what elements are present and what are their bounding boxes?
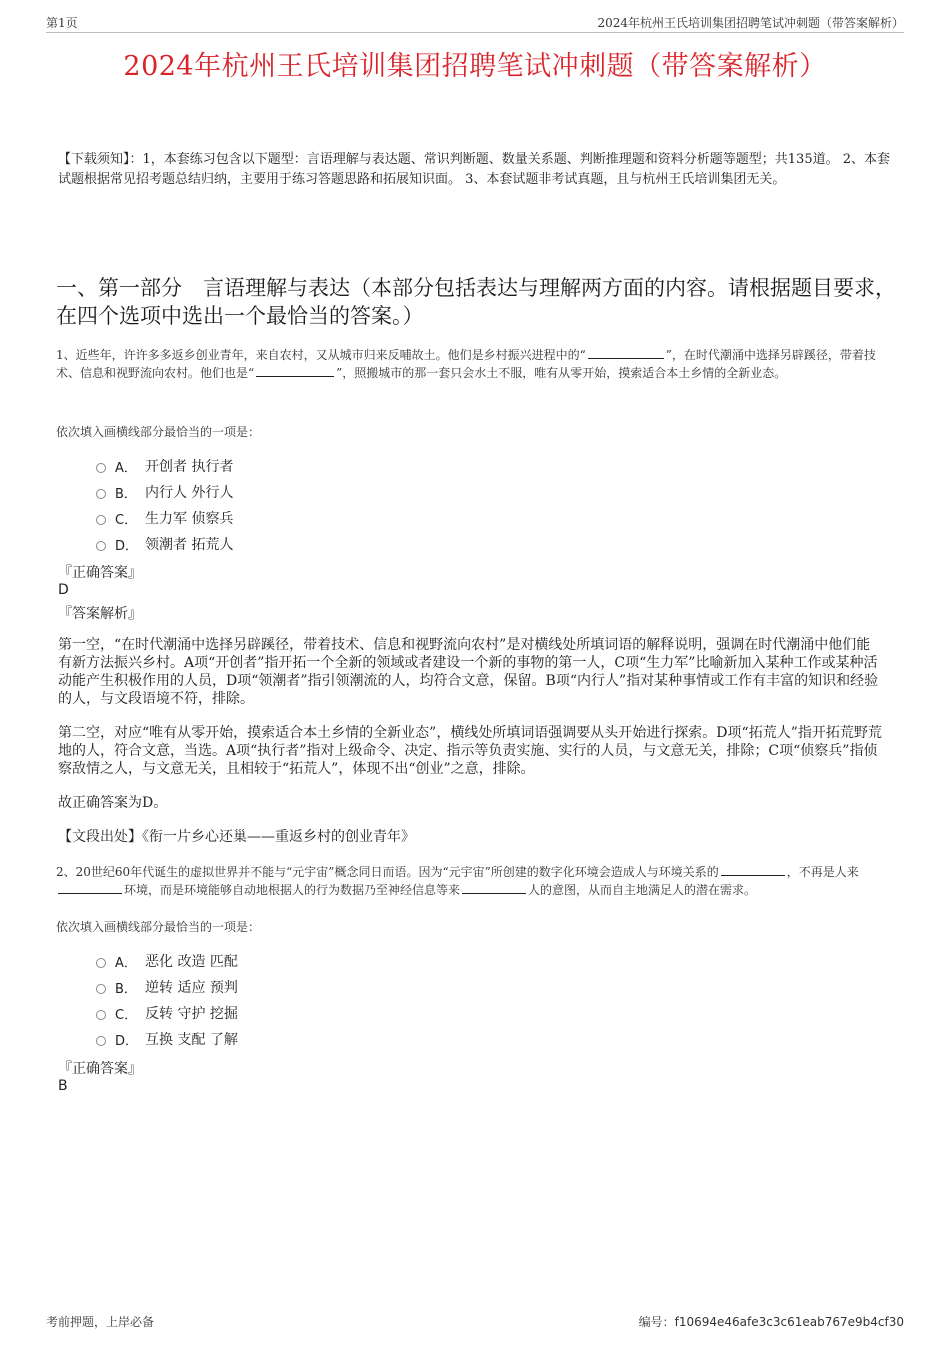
page-number: 第1页	[46, 16, 78, 30]
option-text: 生力军 侦察兵	[145, 511, 234, 527]
question-1-stem	[56, 346, 896, 382]
question-1-options	[96, 453, 233, 557]
correct-answer-label: 『正确答案』	[58, 565, 142, 581]
option-letter: B．	[115, 981, 137, 997]
option-d[interactable]	[96, 531, 233, 557]
radio-button[interactable]	[96, 958, 106, 968]
question-1-stem-part: 1、近些年，许许多多返乡创业青年，来自农村，又从城市归来反哺故土。他们是乡村振兴进程中的“	[56, 348, 586, 362]
option-text: 逆转 适应 预判	[145, 980, 238, 996]
question-2-stem-part: 2、20世纪60年代诞生的虚拟世界并不能与“元宇宙”概念同日而语。因为“元宇宙”所创建的数字化环境会造成人与环境关系的	[56, 865, 719, 879]
question-2-stem-part: ，不再是人来	[786, 865, 859, 879]
radio-button[interactable]	[96, 541, 106, 551]
question-1-stem-part: ”，照搬城市的那一套只会水土不服，唯有从零开始，摸索适合本土乡情的全新业态。	[336, 366, 787, 380]
analysis-conclusion: 故正确答案为D。	[58, 795, 168, 811]
question-2-stem-part: 人的意图，从而自主地满足人的潜在需求。	[528, 883, 757, 897]
option-a[interactable]	[96, 453, 233, 479]
analysis-paragraph-1: 第一空，“在时代潮涌中选择另辟蹊径，带着技术、信息和视野流向农村”是对横线处所填词语的解释说明，强调在时代潮涌中他们能有新方法振兴乡村。A项“开创者”指开拓一个全新的领域或者建设一个新的事物的第一人，C项“生力军”比喻新加入某种工作或某种活动能产生积极作用的人员，D项“领潮者”指引领潮流的人，均符合文意，保留。B项“内行人”指对某种事情或工作有丰富的知识和经验的人，与文段语境不符，排除。	[58, 637, 879, 707]
option-a[interactable]	[96, 948, 238, 974]
question-2-instruction: 依次填入画横线部分最恰当的一项是：	[56, 920, 261, 934]
option-letter: A．	[115, 955, 137, 971]
radio-button[interactable]	[96, 515, 106, 525]
option-text: 内行人 外行人	[145, 485, 234, 501]
question-1-instruction: 依次填入画横线部分最恰当的一项是：	[56, 425, 261, 439]
option-letter: D．	[115, 1033, 139, 1049]
footer-code-value: f10694e46afe3c3c61eab767e9b4cf30	[674, 1315, 904, 1329]
footer-slogan: 考前押题，上岸必备	[46, 1315, 155, 1329]
fill-blank	[588, 358, 664, 359]
radio-button[interactable]	[96, 1036, 106, 1046]
fill-blank	[58, 893, 122, 894]
fill-blank	[721, 875, 785, 876]
analysis-paragraph-2: 第二空，对应“唯有从零开始，摸索适合本土乡情的全新业态”，横线处所填词语强调要从头开始进行探索。D项“拓荒人”指开拓荒野荒地的人，符合文意，当选。A项“执行者”指对上级命令、决定、指示等负责实施、实行的人员，与文意无关，排除；C项“侦察兵”指侦察敌情之人，与文意无关，且相较于“拓荒人”，体现不出“创业”之意，排除。	[58, 725, 882, 777]
option-letter: B．	[115, 486, 137, 502]
fill-blank	[256, 376, 334, 377]
radio-button[interactable]	[96, 463, 106, 473]
radio-button[interactable]	[96, 984, 106, 994]
option-text: 开创者 执行者	[145, 459, 234, 475]
option-text: 领潮者 拓荒人	[145, 537, 234, 553]
footer-code	[639, 1313, 904, 1330]
analysis-label: 『答案解析』	[58, 606, 142, 622]
correct-answer: B	[58, 1078, 68, 1094]
radio-button[interactable]	[96, 1010, 106, 1020]
download-notice: 【下载须知】：1，本套练习包含以下题型：言语理解与表达题、常识判断题、数量关系题、判断推理题和资料分析题等题型；共135道。 2、本套试题根据常见招考题总结归纳，主要用于练习答题思路和拓展知识面。 3、本套试题非考试真题，且与杭州王氏培训集团无关。	[58, 152, 890, 187]
option-letter: C．	[115, 1007, 138, 1023]
option-b[interactable]	[96, 974, 238, 1000]
option-d[interactable]	[96, 1026, 238, 1052]
option-text: 互换 支配 了解	[145, 1032, 238, 1048]
fill-blank	[462, 893, 526, 894]
radio-button[interactable]	[96, 489, 106, 499]
option-letter: D．	[115, 538, 139, 554]
question-2-stem-part: 环境，而是环境能够自动地根据人的行为数据乃至神经信息等来	[124, 883, 461, 897]
option-text: 恶化 改造 匹配	[145, 954, 238, 970]
question-1-stem-part: ”，在时代潮涌中选择另辟蹊径，带着技术、信息和视野流向农村。他们也是“	[56, 348, 876, 380]
option-letter: A．	[115, 460, 137, 476]
option-b[interactable]	[96, 479, 233, 505]
option-c[interactable]	[96, 505, 233, 531]
text-source: 【文段出处】《衔一片乡心还巢——重返乡村的创业青年》	[58, 829, 415, 845]
option-text: 反转 守护 挖掘	[145, 1006, 238, 1022]
question-2-options	[96, 948, 238, 1052]
option-letter: C．	[115, 512, 138, 528]
correct-answer-label: 『正确答案』	[58, 1061, 142, 1077]
header-doc-title: 2024年杭州王氏培训集团招聘笔试冲刺题（带答案解析）	[597, 16, 904, 30]
correct-answer: D	[58, 582, 69, 598]
page-header	[46, 12, 904, 33]
section-title: 一、第一部分 言语理解与表达（本部分包括表达与理解两方面的内容。请根据题目要求，在四个选项中选出一个最恰当的答案。）	[56, 276, 896, 328]
option-c[interactable]	[96, 1000, 238, 1026]
footer-code-label: 编号：	[638, 1315, 675, 1329]
question-2-stem	[56, 863, 896, 899]
document-title: 2024年杭州王氏培训集团招聘笔试冲刺题（带答案解析）	[123, 51, 827, 82]
